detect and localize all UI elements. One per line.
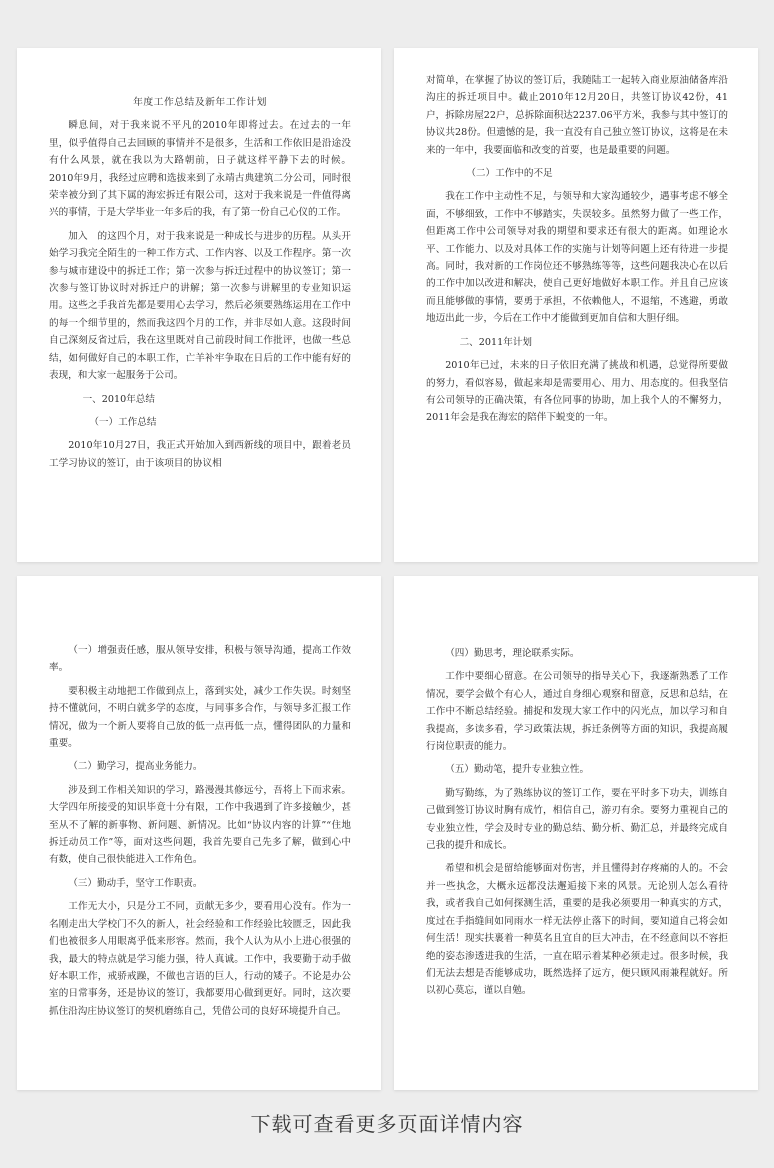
document-page-1 (17, 48, 381, 562)
paragraph-thinking: 工作中要细心留意。在公司领导的指导关心下，我逐渐熟悉了工作情况，要学会做个有心人，通过自身细心观察和留意，反思和总结，在工作中不断总结经验。捕捉和发现大家工作中的闪光点，加以学习和自我提高，多读多看，学习政策法规，拆迁条例等方面的知识，我提高履行岗位职责的能力。 (426, 671, 728, 753)
plan-item-responsibility: （一）增强责任感，服从领导安排，积极与领导沟通，提高工作效率。 (49, 645, 351, 674)
paragraph-closing: 希望和机会是留给能够面对伤害，并且懂得封存疼痛的人的。不会并一些执念，大概永远都没法邂逅接下来的风景。无论别人怎么看待我，或者我自己如何探测生活，重要的是我必须要用一种真实的方式，度过在手指缝间如同雨水一样无法停止落下的时间，要知道自己将会如何生活！现实扶裹着一种莫名且宜自的巨大冲击，在不经意间以不容拒绝的姿态渗透进我的生活，一直在昭示着某种必须走过。很多时候，我们无法去想是否能够成功，既然选择了远方，便只顾风雨兼程就好。所以初心莫忘，谨以自勉。 (426, 863, 728, 997)
document-page-2 (394, 48, 758, 562)
paragraph-intro: 瞬息间，对于我来说不平凡的2010年即将过去。在过去的一年里，似乎值得自己去回顾的事情并不是很多，生活和工作依旧是沿途没有什么风景，就在我以为大路朝前，日子就这样平静下去的时候。2010年9月，我经过应聘和选拔来到了永靖古典建筑二分公司，同时很荣幸被分到了其下属的海宏拆迁有限公司，这对于我来说是一件值得离兴的事情，于是大学毕业一年多后的我，有了第一份自己心仪的工作。 (49, 120, 351, 219)
document-page-3 (17, 576, 381, 1090)
subsection-heading-work-summary: （一）工作总结 (89, 416, 157, 428)
section-heading-2011-plan: 二、2011年计划 (459, 336, 532, 348)
paragraph-writing: 勤写勤练，为了熟练协议的签订工作，要在平时多下功夫，训练自己做到签订协议时胸有成竹，相信自己，游刃有余。要努力重视自己的专业独立性，学会及时专业的勤总结、勤分析、勤汇总，并最终完成自己我的提升和成长。 (426, 787, 728, 852)
paragraph-responsibility: 要积极主动地把工作做到点上，落到实处，减少工作失误。时刻坚持不懂就问，不明白就多学的态度，与同事多合作，与领导多汇报工作情况，做为一个新人要将自己放的低一点再低一点，懂得团队的力量和重要。 (49, 685, 351, 750)
document-title: 年度工作总结及新年工作计划 (133, 97, 267, 108)
paragraph-hands-on: 工作无大小，只是分工不同，贡献无多少，要看用心没有。作为一名刚走出大学校门不久的新人，社会经验和工作经验比较匮乏，因此我们也被很多人用眼离乎低来形容。然而，我个人认为从小上进心很强的我，最大的特点就是学习能力强，待人真诚。工作中，我要勤于动手做好本职工作，戒骄戒躁，不做也言语的巨人，行动的矮子。不论是办公室的日常事务，还是协议的签订，我都要用心做到更好。同时，这次要抓住沿沟庄协议签订的契机磨练自己，凭借公司的良好环境提升自己。 (49, 901, 351, 1017)
download-more-link[interactable]: 下载可查看更多页面详情内容 (250, 1112, 524, 1136)
plan-item-hands-on: （三）勤动手，坚守工作职责。 (68, 877, 203, 889)
paragraph-four-months: 加入 的这四个月，对于我来说是一种成长与进步的历程。从头开始学习我完全陌生的一种工作方式、工作内容、以及工作程序。第一次参与城市建设中的拆迁工作；第一次参与拆迁过程中的协议签订；第一次参与签订协议时对拆迁户的讲解；第一次参与讲解里的专业知识运用。这些之手我首先都是要用心去学习，然后必须要熟练运用在工作中的每一个细节里的，然而我这四个月的工作，并非尽如人意。这段时间自己深刻反省过后，我在这里既对自己前段时间工作批评，也做一些总结，如何做好自己的本职工作，亡羊补牢争取在日后的工作中能有好的表现，和大家一起服务于公司。 (49, 230, 351, 382)
paragraph-study: 涉及到工作相关知识的学习，路漫漫其修远兮，吾将上下而求索。大学四年所接受的知识毕竟十分有限，工作中我遇到了许多接触少，甚至从不了解的新事物、新问题、新情况。比如“协议内容的计算”“住地拆迁动员工作”等，面对这些问题，我首先要自己先多了解，做到心中有数，使自己很快能进入工作角色。 (49, 784, 351, 866)
paragraph-project-start: 2010年10月27日，我正式开始加入到西新线的项目中，跟着老员工学习协议的签订，由于该项目的协议相 (49, 440, 351, 469)
section-heading-2010-summary: 一、2010年总结 (82, 393, 155, 405)
paragraph-2011-outlook: 2010年已过，未来的日子依旧充满了挑战和机遇，总觉得所要做的努力，看似容易，做起来却是需要用心、用力、用态度的。但我坚信有公司领导的正确决策，有各位同事的协助，加上我个人的不懈努力，2011年会是我在海宏的陪伴下蜕变的一年。 (426, 360, 728, 424)
plan-item-thinking: （四）勤思考，理论联系实际。 (445, 648, 580, 659)
paragraph-agreements: 对简单，在掌握了协议的签订后，我随陆工一起转入商业原油储备库沿沟庄的拆迁项目中。截止2010年12月20日，共签订协议42份，41户，拆除房屋22户，总拆除面积达2237.06平方米，我参与其中签订的协议共28份。但遗憾的是，我一直没有自己独立签订协议，这将是在未来的一年中，我要面临和改变的首要，也是最重要的问题。 (426, 75, 728, 156)
subsection-heading-shortcomings: （二）工作中的不足 (466, 168, 553, 180)
plan-item-writing: （五）勤动笔，提升专业独立性。 (445, 764, 590, 776)
paragraph-shortcomings: 我在工作中主动性不足，与领导和大家沟通较少，遇事考虑不够全面，不够细致，工作中不够踏实，失误较多。虽然努力做了一些工作，但距离工作中公司领导对我的期望和要求还有很大的距离。如理论水平、工作能力、以及对具体工作的实施与计划等问题上还有待进一步提高。同时，我对新的工作岗位还不够熟练等等，这些问题我决心在以后的工作中加以改进和解决，使自己更好地做好本职工作。并且自己应该而且能够做的事情，要勇于承担，不依赖他人，不退缩，不逃避，勇敢地迈出此一步，今后在工作中才能做到更加自信和大胆仔细。 (426, 191, 728, 325)
document-page-4 (394, 576, 758, 1090)
plan-item-study: （二）勤学习，提高业务能力。 (68, 761, 203, 773)
